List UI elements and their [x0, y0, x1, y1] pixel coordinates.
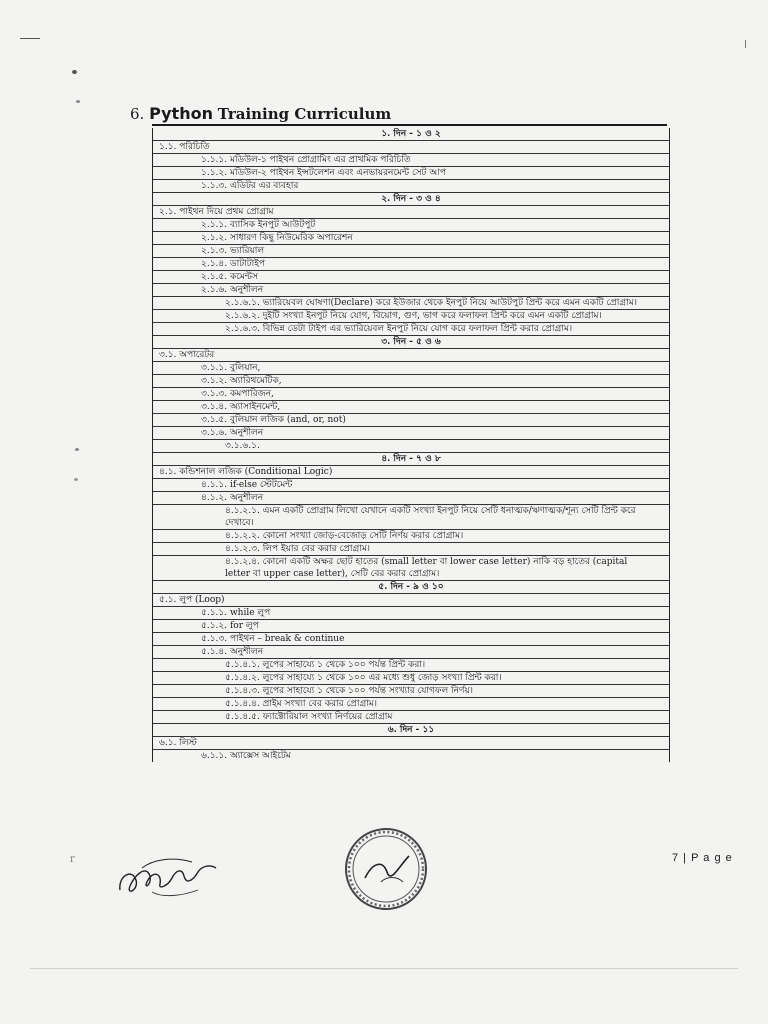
curriculum-item-text: ৪.১.২.২. কোনো সংখ্যা জোড়-বেজোড় সেটি নির্ণয় করার প্রোগ্রাম। [225, 531, 464, 541]
curriculum-item-text: ৫.১.৪.১. লুপের সাহায্যে ১ থেকে ১০০ পর্যন্ত প্রিন্ট করা। [225, 660, 426, 670]
curriculum-item-row [153, 556, 669, 581]
scan-speck [72, 70, 77, 74]
curriculum-item-text: ২.১.২. সাধারণ কিছু নিউমেরিক অপারেশন [201, 233, 353, 243]
curriculum-item-row [153, 414, 669, 427]
day-header-row: ৬. দিন - ১১ [153, 724, 669, 737]
section-number: 6. [130, 105, 145, 123]
curriculum-item-row [153, 685, 669, 698]
scan-edge-mark [20, 38, 40, 39]
day-header-row: ৫. দিন - ৯ ও ১০ [153, 581, 669, 594]
scan-speck [75, 448, 79, 451]
curriculum-item-text: ২.১.৪. ডাটাটাইপ [201, 259, 266, 269]
curriculum-item-row [153, 154, 669, 167]
curriculum-item-row [153, 607, 669, 620]
curriculum-item-text: ১.১. পরিচিতি [159, 142, 210, 152]
curriculum-item-text: ৪.১.২.১. এমন একটি প্রোগ্রাম লিখো যেখানে একটি সংখ্যা ইনপুট নিয়ে সেটি ধনাত্মক/ঋণাত্মক/শূন্য সেটি প্রিন্ট করে দেখাবে। [225, 506, 636, 528]
curriculum-item-text: ৪.১.২. অনুশীলন [201, 493, 264, 503]
curriculum-item-row [153, 440, 669, 453]
curriculum-item-row [153, 349, 669, 362]
day-header-row: ১. দিন - ১ ও ২ [153, 128, 669, 141]
scan-edge-mark [745, 40, 746, 48]
curriculum-item-text: ৩.১.৫. বুলিয়ান লজিক (and, or, not) [201, 415, 346, 425]
curriculum-item-text: ৩.১.৬.১. [225, 441, 260, 451]
curriculum-item-text: ২.১.১. ব্যাসিক ইনপুট আউটপুট [201, 220, 316, 230]
curriculum-item-row [153, 659, 669, 672]
curriculum-table [152, 128, 670, 762]
section-heading [130, 104, 391, 123]
curriculum-item-text: ১.১.৩. এডিটর এর ব্যবহার [201, 181, 299, 191]
heading-rule [152, 124, 667, 126]
curriculum-item-text: ৫.১.১. while লুপ [201, 608, 271, 618]
curriculum-item-text: ৫.১.৪.৫. ফ্যাক্টোরিয়াল সংখ্যা নির্ণয়ের প্রোগ্রাম [225, 712, 393, 722]
curriculum-item-row [153, 492, 669, 505]
curriculum-item-row [153, 466, 669, 479]
curriculum-item-text: ৫.১.৪.৩. লুপের সাহায্যে ১ থেকে ১০০ পর্যন্ত সংখ্যার যোগফল নির্ণয়। [225, 686, 473, 696]
curriculum-item-row [153, 711, 669, 724]
curriculum-item-row [153, 297, 669, 310]
curriculum-item-row [153, 505, 669, 530]
curriculum-item-text: ৪.১. কন্ডিশনাল লজিক (Conditional Logic) [159, 467, 333, 477]
curriculum-item-row [153, 401, 669, 414]
curriculum-item-text: ৩.১. অপারেটর [159, 350, 215, 360]
scan-speck [76, 100, 80, 103]
curriculum-item-text: ২.১.৬.৩. বিভিন্ন ডেটা টাইপ এর ভ্যারিয়েবল ইনপুট নিয়ে যোগ করে ফলাফল প্রিন্ট করার প্রোগ্রাম। [225, 324, 573, 334]
curriculum-item-row [153, 310, 669, 323]
curriculum-item-text: ২.১.৬. অনুশীলন [201, 285, 264, 295]
curriculum-item-row [153, 271, 669, 284]
curriculum-item-row [153, 141, 669, 154]
curriculum-item-text: ৪.১.১. if-else স্টেটমেন্ট [201, 480, 293, 490]
curriculum-item-row [153, 323, 669, 336]
curriculum-item-text: ৬.১. লিস্ট [159, 738, 197, 748]
curriculum-item-row [153, 646, 669, 659]
curriculum-item-row [153, 633, 669, 646]
section-title-rest: Training Curriculum [217, 105, 392, 123]
curriculum-item-text: ৩.১.২. অ্যারিথমেটিক, [201, 376, 282, 386]
curriculum-item-text: ৫.১. লুপ (Loop) [159, 595, 225, 605]
curriculum-item-text: ৫.১.৪.২. লুপের সাহায্যে ১ থেকে ১০০ এর মধ্যে শুধু জোড় সংখ্যা প্রিন্ট করা। [225, 673, 502, 683]
curriculum-item-row [153, 284, 669, 297]
curriculum-item-text: ৪.১.২.৪. কোনো একটি অক্ষর ছোট হাতের (small letter বা lower case letter) নাকি বড় হাতের (capital letter বা upper case letter), সেটি বের করার প্রোগ্রাম। [225, 557, 628, 579]
curriculum-item-row [153, 219, 669, 232]
curriculum-item-text: ৫.১.৩. পাইথন – break & continue [201, 634, 345, 644]
curriculum-item-row [153, 750, 669, 762]
curriculum-item-row [153, 362, 669, 375]
curriculum-item-text: ৩.১.৬. অনুশীলন [201, 428, 264, 438]
section-title-python: Python [149, 104, 213, 123]
day-header-row: ৩. দিন - ৫ ও ৬ [153, 336, 669, 349]
curriculum-item-row [153, 543, 669, 556]
curriculum-item-row [153, 206, 669, 219]
curriculum-item-row [153, 375, 669, 388]
curriculum-item-row [153, 180, 669, 193]
curriculum-item-text: ৩.১.১. বুলিয়ান, [201, 363, 261, 373]
day-header-row: ৪. দিন - ৭ ও ৮ [153, 453, 669, 466]
curriculum-item-text: ৫.১.৪.৪. প্রাইম সংখ্যা বের করার প্রোগ্রাম। [225, 699, 378, 709]
curriculum-item-row [153, 698, 669, 711]
curriculum-item-row [153, 245, 669, 258]
curriculum-item-text: ৩.১.৪. অ্যাসাইনমেন্ট, [201, 402, 281, 412]
curriculum-item-row [153, 737, 669, 750]
curriculum-item-text: ২.১. পাইথন দিয়ে প্রথম প্রোগ্রাম [159, 207, 274, 217]
curriculum-item-row [153, 232, 669, 245]
signature-icon [112, 846, 222, 906]
curriculum-item-row [153, 530, 669, 543]
curriculum-item-text: ৫.১.২. for লুপ [201, 621, 259, 631]
curriculum-item-row [153, 479, 669, 492]
curriculum-item-row [153, 388, 669, 401]
curriculum-item-row [153, 167, 669, 180]
scan-edge-line [30, 968, 738, 969]
curriculum-item-text: ২.১.৩. ভ্যারিয়াল [201, 246, 265, 256]
curriculum-item-text: ১.১.১. মডিউল-১ পাইথন প্রোগ্রামিং এর প্রাথমিক পরিচিতি [201, 155, 411, 165]
day-header-row: ২. দিন - ৩ ও ৪ [153, 193, 669, 206]
curriculum-item-text: ৩.১.৩. কমপারিজন, [201, 389, 274, 399]
curriculum-item-row [153, 672, 669, 685]
curriculum-item-row [153, 258, 669, 271]
curriculum-item-row [153, 620, 669, 633]
scan-speck [74, 478, 78, 481]
curriculum-item-text: ২.১.৬.১. ভ্যারিয়েবল ঘোষণা(Declare) করে ইউজার থেকে ইনপুট নিয়ে আউটপুট প্রিন্ট করে এমন একটি প্রোগ্রাম। [225, 298, 637, 308]
curriculum-item-text: ৫.১.৪. অনুশীলন [201, 647, 264, 657]
page-number: 7 | P a g e [672, 852, 733, 864]
curriculum-item-text: ৪.১.২.৩. লিপ ইয়ার বের করার প্রোগ্রাম। [225, 544, 371, 554]
curriculum-item-text: ২.১.৫. কমেন্টস [201, 272, 258, 282]
curriculum-item-row [153, 427, 669, 440]
official-seal-icon [343, 826, 429, 912]
curriculum-item-text: ১.১.২. মডিউল-২ পাইথন ইন্সটলেশন এবং এনভায়রনমেন্ট সেট আপ [201, 168, 446, 178]
curriculum-item-text: ২.১.৬.২. দুইটি সংখ্যা ইনপুট নিয়ে যোগ, বিয়োগ, গুণ, ভাগ করে ফলাফল প্রিন্ট করে এমন একটি প্রোগ্রাম। [225, 311, 602, 321]
margin-mark: ᴦ [70, 854, 76, 865]
curriculum-item-text: ৬.১.১. অ্যাক্সেস আইটেম [201, 751, 291, 761]
curriculum-item-row [153, 594, 669, 607]
